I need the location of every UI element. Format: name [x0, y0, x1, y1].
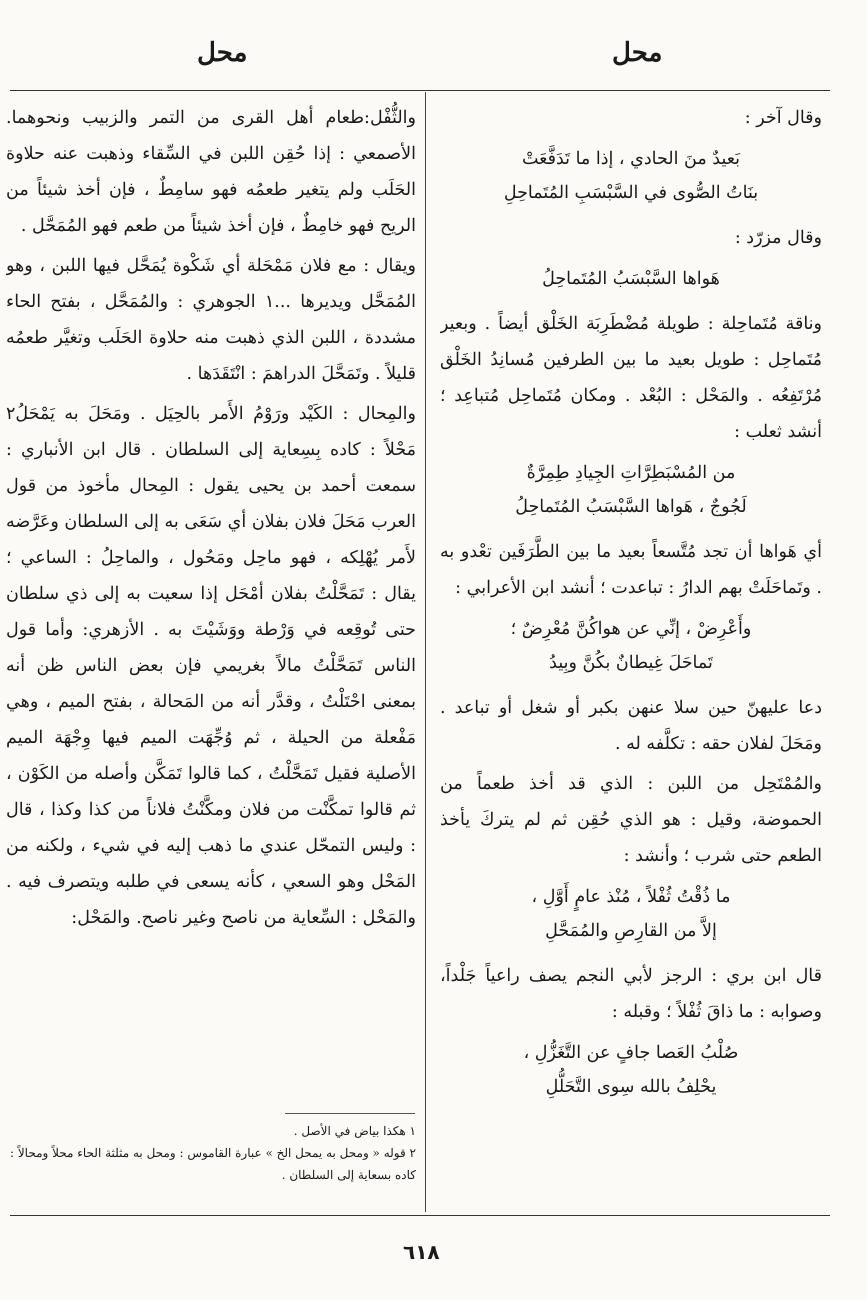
paragraph: ويقال : مع فلان مَمْحَلة أي شَكْوة يُمَحَّل فيها اللبن ، وهو المُمَحَّل ويديرها ...١ الجوهري : والمُمَحَّل ، بفتح الحاء مشددة ، اللبن الذي ذهبت منه حلاوة الحَلَب وتغيَّر طعمُه قليلاً . وتَمَحَّلَ الدراهمَ : انْتَقَدَها .	[6, 256, 416, 384]
verse-line: صُلْبُ العَصا جافٍ عن التَّغَزُّلِ ،	[523, 1043, 739, 1063]
running-head-left: محل	[197, 38, 248, 68]
verse	[440, 456, 822, 524]
paragraph: قال ابن بري : الرجز لأبي النجم يصف راعياً جَلْداً، وصوابه : ما ذاقَ ثُفْلاً ؛ وقبله :	[440, 966, 822, 1022]
paragraph: دعا عليهنّ حين سلا عنهن بكبر أو شغل أو تباعد . ومَحَلَ لفلان حقه : تكلَّفه له .	[440, 698, 822, 754]
verse-line: من المُسْبَطِرَّاتِ الجِيادِ طِمِرَّةٌ	[526, 463, 736, 483]
left-column	[6, 100, 416, 1140]
verse-line: وأَعْرِضْ ، إنِّي عن هواكُنَّ مُعْرِضٌ ؛	[510, 619, 752, 639]
footnotes	[6, 1120, 416, 1210]
verse-line: ما ذُقْتُ ثُفْلاً ، مُنْذ عامٍ أَوَّلِ ،	[531, 887, 731, 907]
right-column	[440, 100, 822, 1210]
verse-line: يحْلِفُ بالله سِوى التَّحَلُّلِ	[545, 1077, 717, 1097]
paragraph: وناقة مُتَماحِلة : طويلة مُضْطَرِبَة الخَلْق أيضاً . وبعير مُتَماحِل : طويل بعيد ما بين الطرفين مُسانِدُ الخَلْق مُرْتَفِعُه . والمَحْل : البُعْد . ومكان مُتَماحِل مُتباعِد ؛ أنشد ثعلب :	[440, 314, 822, 442]
paragraph: والثُّفْل:طعام أهل القرى من التمر والزبيب ونحوهما. الأصمعي : إذا حُقِن اللبن في السِّقاء وذهبت عنه حلاوة الحَلَب ولم يتغير طعمُه فهو سامِطٌ ، فإن أخذ شيئاً من الريح فهو خامِطٌ ، فإن أخذ شيئاً من طعم فهو المُمَحَّل .	[6, 108, 416, 236]
top-rule	[10, 90, 830, 91]
paragraph: والمُمْتَحِل من اللبن : الذي قد أخذ طعماً من الحموضة، وقيل : هو الذي حُقِن ثم لم يتركَ يأخذ الطعم حتى شرب ؛ وأنشد :	[440, 774, 822, 866]
bottom-rule	[10, 1215, 830, 1216]
verse-line: إلاَّ من القارِصِ والمُمَحَّلِ	[545, 921, 717, 941]
verse-line: بَعيدٌ منَ الحادي ، إذا ما تَدَفَّعَتْ	[521, 149, 741, 169]
verse-line: بنَاتُ الصُّوى في السَّبْسَبِ المُتَماحِلِ	[503, 183, 759, 203]
verse	[440, 142, 822, 210]
verse-line: لَجُوجٌ ، هَواها السَّبْسَبُ المُتَماحِلُ	[515, 497, 747, 517]
verse	[440, 880, 822, 948]
paragraph: وقال آخر :	[744, 108, 822, 128]
paragraph: والمِحال : الكَيْد ورَوْمُ الأَمر بالحِيَل . ومَحَلَ به يَمْحَلُ٢ مَحْلاً : كاده بِسِعاية إلى السلطان . قال ابن الأنباري : سمعت أحمد بن يحيى يقول : المِحال مأخوذ من قول العرب مَحَلَ فلان بفلان أي سَعَى به إلى السلطان وعَرَّضه لأَمر يُهْلِكه ، فهو ماحِل ومَحُول ، والماحِلُ : الساعي ؛ يقال : تَمَحَّلْتُ بفلان أمْحَل إذا سعيت به إلى ذي سلطان حتى تُوقِعه في وَرْطة ووَشَيْتَ به . الأزهري: وأما قول الناس تَمَحَّلْتُ مالاً بغريمي فإن بعض الناس ظن أنه بمعنى احْتَلْتُ ، وقدَّر أنه من المَحالة ، بفتح الميم ، وهي مَفْعلة من الحيلة ، ثم وُجِّهَت الميم فيها وِجْهَة الميم الأصلية فقيل تَمَحَّلْتُ ، كما قالوا تَمَكَّن وأصله من الكَوْن ، ثم قالوا تمكَّنْت من فلان ومكَّنْتُ فلاناً من كذا وكذا ، قال : وليس التمحّل عندي ما ذهب إليه في شيء ، ولكنه من المَحْل وهو السعي ، كأنه يسعى في طلبه ويتصرف فيه . والمَحْل : السِّعاية من ناصح وغير ناصح. والمَحْل:	[6, 404, 416, 928]
paragraph: وقال مزرّد :	[734, 228, 822, 248]
verse-line: تَماحَلَ غِيطانٌ بكُنَّ وبِيدُ	[549, 653, 713, 673]
verse	[440, 262, 822, 296]
column-divider	[425, 92, 426, 1212]
verse	[440, 612, 822, 680]
footnote: ١ هكذا بياض في الأصل .	[293, 1124, 416, 1138]
page-number: ٦١٨	[403, 1240, 440, 1264]
verse-line: هَواها السَّبْسَبُ المُتَماحِلُ	[542, 269, 720, 289]
paragraph: أي هَواها أن تجد مُتَّسعاً بعيد ما بين الطَّرَفَين تعْدو به . وتَماحَلَتْ بهم الدارُ : تباعدت ؛ أنشد ابن الأعرابي :	[440, 542, 822, 598]
footnote-rule	[285, 1113, 415, 1114]
footnote: ٢ قوله « ومحل به يمحل الخ » عبارة القاموس : ومحل به مثلثة الحاء محلاً ومحالاً : كاده بسعاية إلى السلطان .	[9, 1146, 416, 1182]
verse	[440, 1036, 822, 1104]
running-head-right: محل	[612, 38, 663, 68]
